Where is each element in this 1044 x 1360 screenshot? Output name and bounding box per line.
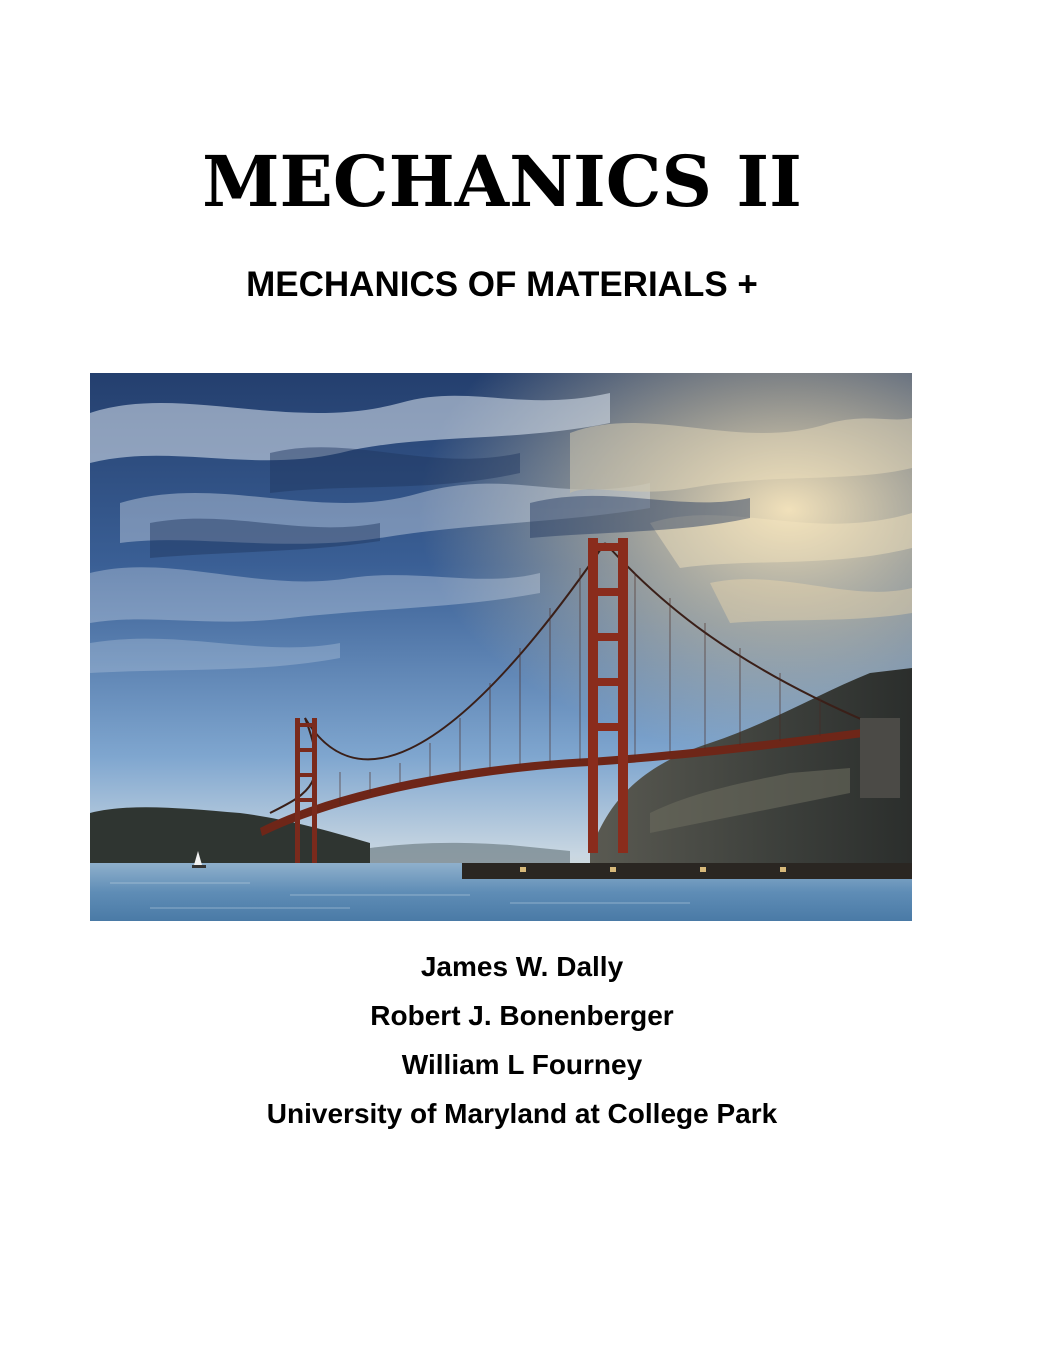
fort-building [860,718,900,798]
author-name: William L Fourney [401,1049,643,1080]
author-name: James W. Dally [420,951,624,982]
author-name: Robert J. Bonenberger [370,1000,674,1031]
book-subtitle: MECHANICS OF MATERIALS + [246,265,758,304]
book-title: MECHANICS II [202,140,802,223]
affiliation: University of Maryland at College Park [266,1098,778,1129]
author-block [0,946,1044,1142]
cover-photo-golden-gate-bridge [90,373,912,921]
pier [462,863,912,879]
